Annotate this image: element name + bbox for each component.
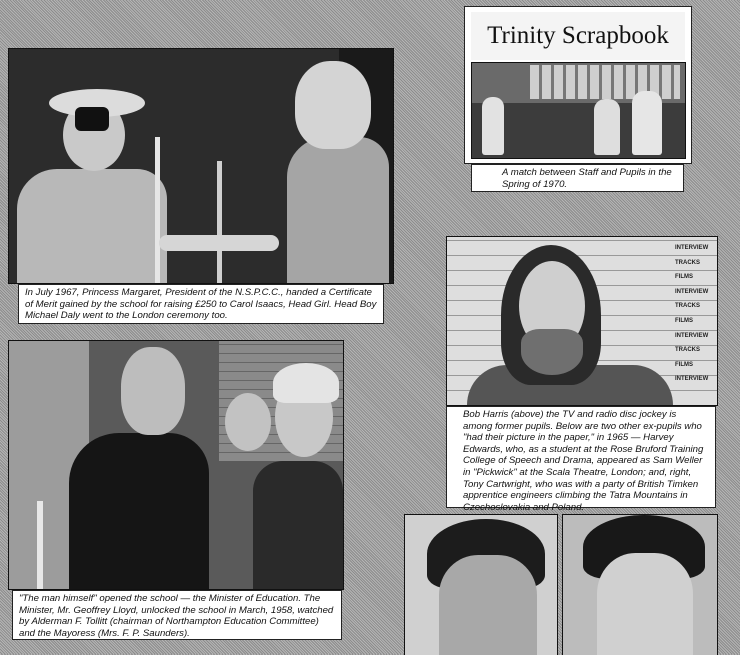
board-label: FILMS [675,317,693,324]
minister-caption: "The man himself" opened the school — the Minister of Education. The Minister, Mr. Geoffrey Lloyd, unlocked the school in March, 1958, watched by Alderman F. Tollitt (chairman of Northampton Education Committee) and the Mayoress (Mrs. F. P. Saunders). [12,590,342,640]
board-label: TRACKS [675,303,700,310]
minister-head [121,347,185,435]
player-figure [594,99,620,155]
board-labels-column [675,241,715,401]
alderman-figure [225,393,271,451]
board-label: INTERVIEW [675,245,709,251]
edwards-photo [404,514,558,655]
player-figure [632,91,662,155]
harris-caption: Bob Harris (above) the TV and radio disc jockey is among former pupils. Below are two other ex-pupils who "had their picture in the paper," in 1965 — Harvey Edwards, who, as a student at the Rose Bruford Training College of Speech and Drama, appeared as Sam Weller in "Pickwick" at the Scala Theatre, London; and, right, Tony Cartwright, who was with a party of British Timken apprentice engineers climbing the Tatra Mountains in Czechoslovakia and Poland. [446,406,716,508]
match-caption: A match between Staff and Pupils in the Spring of 1970. [471,164,684,192]
microphone-stand [155,137,160,283]
door-handle [37,501,43,589]
board-label: FILMS [675,274,693,281]
princess-caption: In July 1967, Princess Margaret, President of the N.S.P.C.C., handed a Certificate of Merit gained by the school for raising £250 to Carol Isaacs, Head Girl. Head Boy Michael Daly went to the London ceremony too. [18,284,384,324]
board-label: TRACKS [675,347,700,354]
microphone [75,107,109,131]
board-label: FILMS [675,361,693,368]
cartwright-face [597,553,693,655]
minister-coat [69,433,209,589]
board-label: TRACKS [675,259,700,266]
harris-beard [521,329,583,375]
scrapbook-title: Trinity Scrapbook [471,12,685,60]
handshake [159,235,279,251]
board-label: INTERVIEW [675,332,709,339]
minister-photo [8,340,344,590]
princess-figure [17,169,167,283]
mayoress-hat [273,363,339,403]
match-photo [471,62,686,159]
board-label: INTERVIEW [675,376,709,383]
player-figure [482,97,504,155]
board-label: INTERVIEW [675,288,709,295]
edwards-face [439,555,537,655]
mayoress-coat [253,461,343,589]
girl-figure [287,137,389,283]
girl-head [295,61,371,149]
cartwright-photo [562,514,718,655]
microphone-stand [217,161,222,283]
harris-photo [446,236,718,406]
princess-photo [8,48,394,284]
